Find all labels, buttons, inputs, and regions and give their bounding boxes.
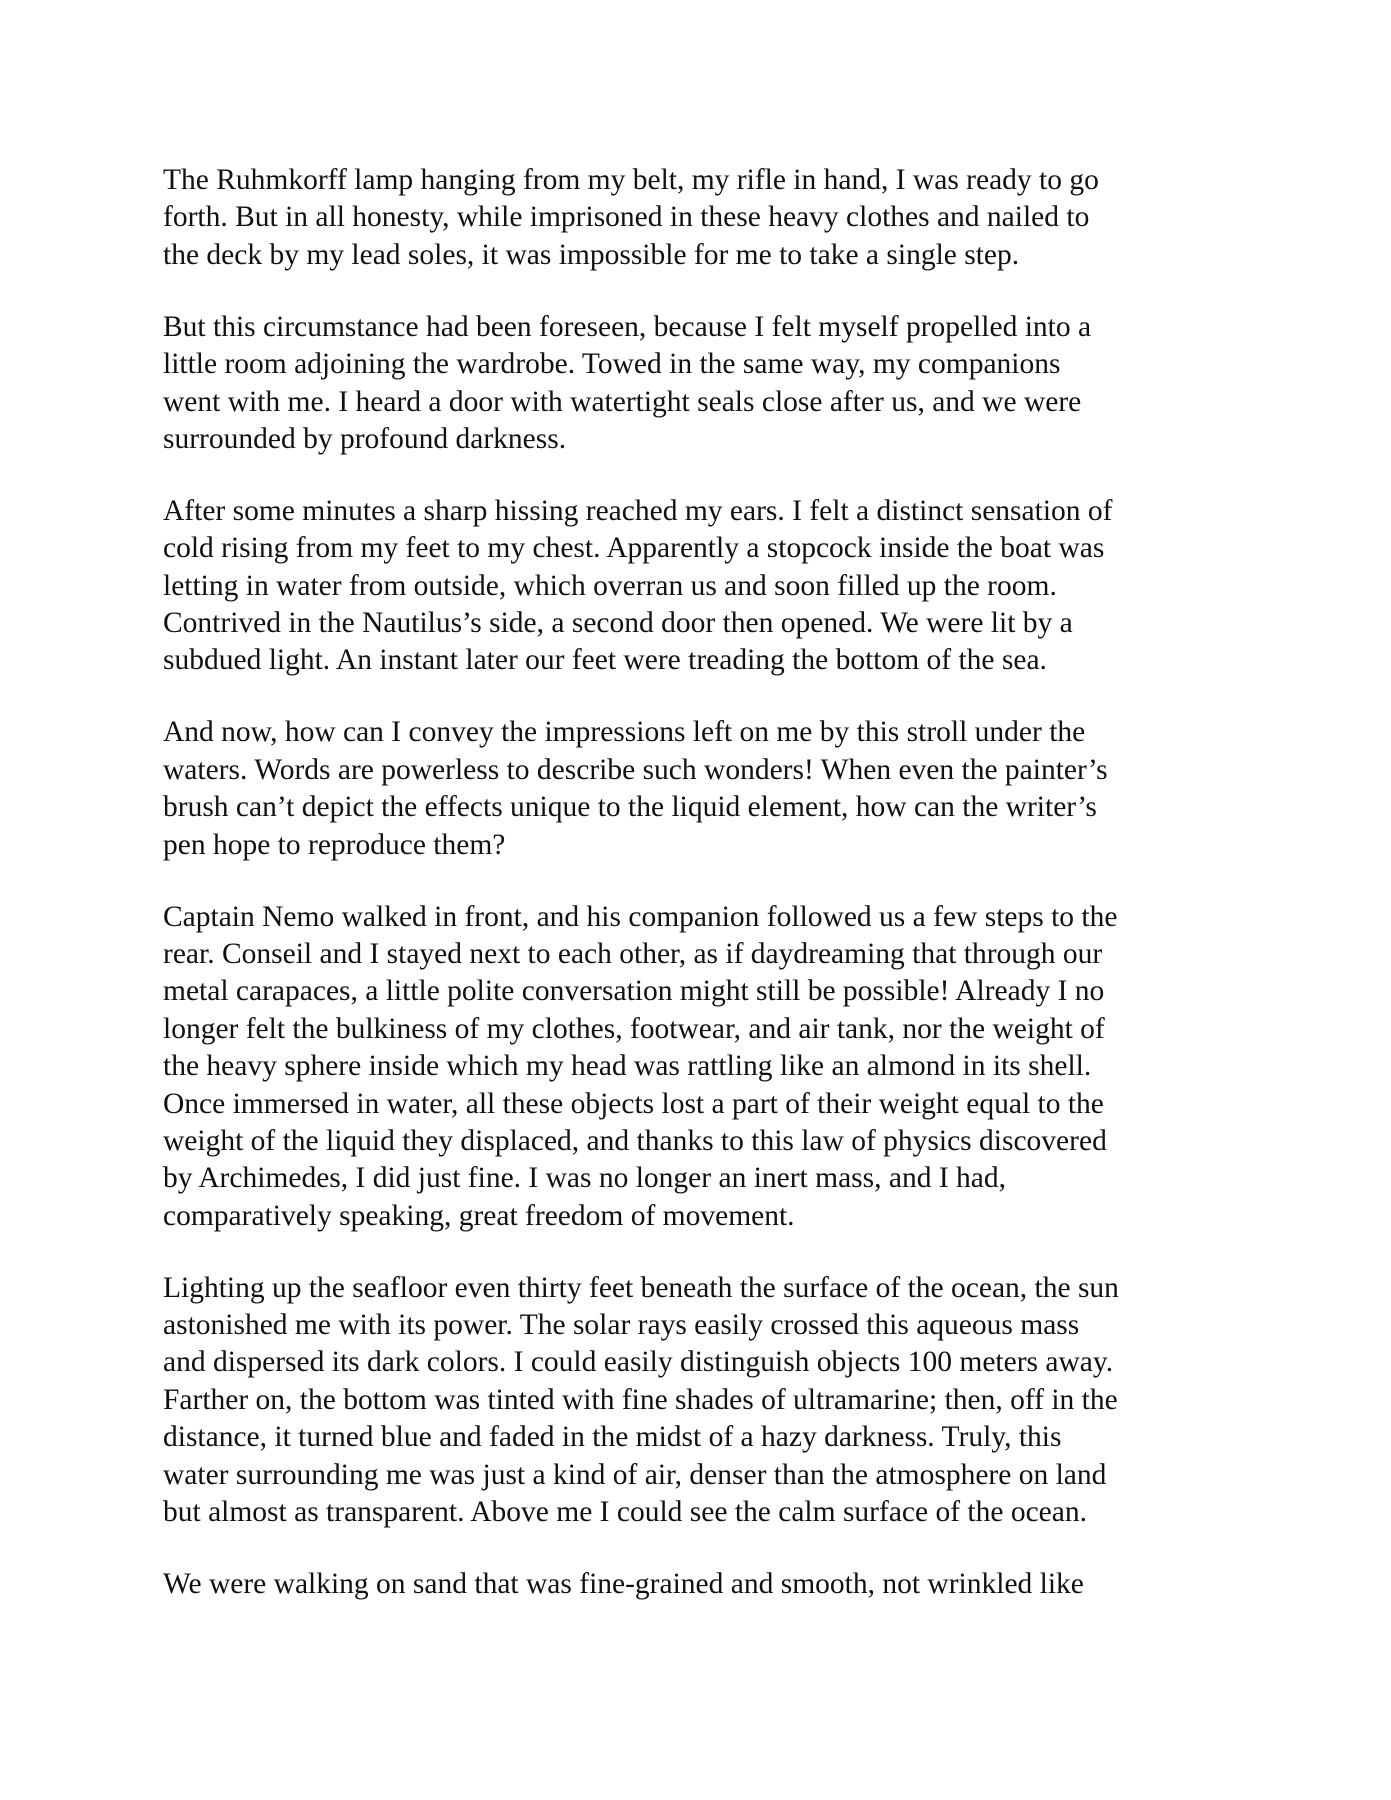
text-line: brush can’t depict the effects unique to the liquid element, how can the writer’s [163,791,1097,824]
text-line: waters. Words are powerless to describe such wonders! When even the painter’s [163,753,1108,786]
text-line: water surrounding me was just a kind of air, denser than the atmosphere on land [163,1458,1107,1491]
text-line: the heavy sphere inside which my head was rattling like an almond in its shell. [163,1050,1092,1083]
text-line: Farther on, the bottom was tinted with fine shades of ultramarine; then, off in the [163,1383,1118,1416]
text-line: and dispersed its dark colors. I could easily distinguish objects 100 meters away. [163,1346,1114,1379]
text-line: forth. But in all honesty, while imprisoned in these heavy clothes and nailed to [163,201,1090,234]
text-line: pen hope to reproduce them? [163,828,506,861]
paragraph-5 [163,899,1263,1236]
text-line: the deck by my lead soles, it was impossible for me to take a single step. [163,238,1020,271]
text-line: Contrived in the Nautilus’s side, a second door then opened. We were lit by a [163,607,1073,640]
text-line: rear. Conseil and I stayed next to each other, as if daydreaming that through our [163,937,1103,970]
text-line: Lighting up the seafloor even thirty feet beneath the surface of the ocean, the sun [163,1271,1119,1304]
text-line: but almost as transparent. Above me I could see the calm surface of the ocean. [163,1496,1087,1529]
paragraph-3 [163,493,1263,680]
paragraph-4 [163,714,1263,864]
text-line: Once immersed in water, all these objects lost a part of their weight equal to the [163,1087,1104,1120]
text-line: by Archimedes, I did just fine. I was no longer an inert mass, and I had, [163,1162,1007,1195]
text-line: comparatively speaking, great freedom of movement. [163,1199,795,1232]
text-line: surrounded by profound darkness. [163,422,567,455]
text-line: subdued light. An instant later our feet were treading the bottom of the sea. [163,644,1047,677]
text-line: astonished me with its power. The solar rays easily crossed this aqueous mass [163,1309,1080,1342]
text-line: But this circumstance had been foreseen, because I felt myself propelled into a [163,310,1092,343]
text-line: weight of the liquid they displaced, and thanks to this law of physics discovered [163,1124,1107,1157]
text-line: letting in water from outside, which overran us and soon filled up the room. [163,569,1057,602]
paragraph-1 [163,162,1263,274]
text-line: We were walking on sand that was fine-grained and smooth, not wrinkled like [163,1568,1084,1600]
paragraph-6 [163,1270,1263,1532]
text-line: After some minutes a sharp hissing reached my ears. I felt a distinct sensation of [163,494,1113,527]
text-line: little room adjoining the wardrobe. Towed in the same way, my companions [163,348,1061,381]
text-line: distance, it turned blue and faded in the midst of a hazy darkness. Truly, this [163,1421,1062,1454]
text-line: metal carapaces, a little polite conversation might still be possible! Already I no [163,975,1105,1008]
text-line: And now, how can I convey the impressions left on me by this stroll under the [163,716,1086,749]
text-line: went with me. I heard a door with watertight seals close after us, and we were [163,385,1082,418]
text-line: longer felt the bulkiness of my clothes, footwear, and air tank, nor the weight of [163,1012,1105,1045]
paragraph-2 [163,309,1263,459]
document-body [163,162,1263,1638]
text-line: cold rising from my feet to my chest. Apparently a stopcock inside the boat was [163,532,1105,565]
paragraph-7 [163,1566,1263,1603]
text-line: The Ruhmkorff lamp hanging from my belt, my rifle in hand, I was ready to go [163,164,1099,196]
text-line: Captain Nemo walked in front, and his companion followed us a few steps to the [163,900,1118,933]
